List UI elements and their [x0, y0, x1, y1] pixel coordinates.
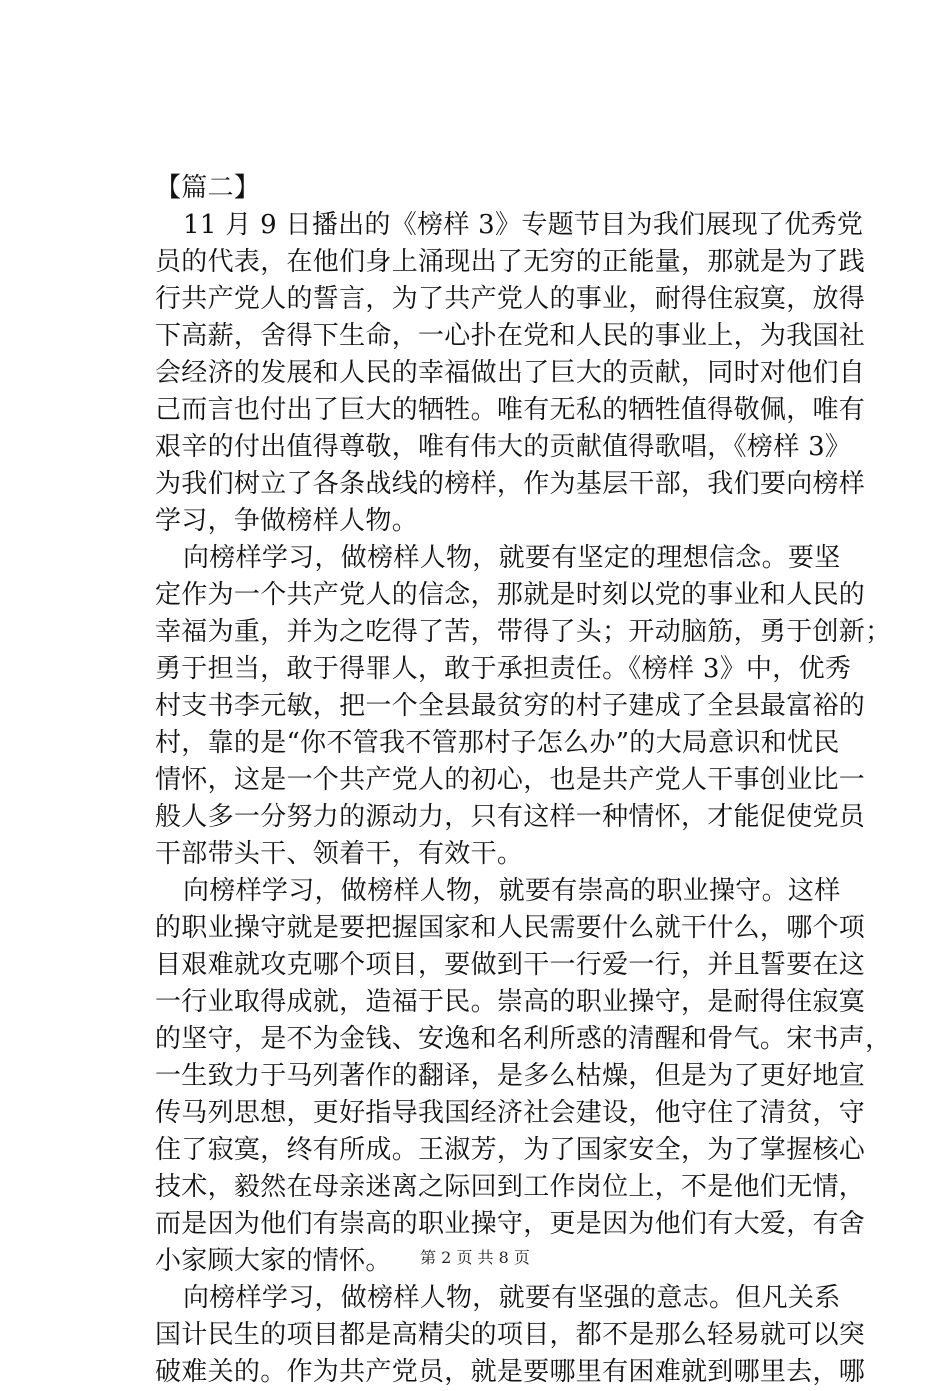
body-text: [155, 207, 892, 1391]
text-line: 村，靠的是“你不管我不管那村子怎么办”的大局意识和忧民: [155, 728, 840, 758]
document-body: [155, 170, 892, 1391]
text-line: 勇于担当，敢于得罪人，敢于承担责任。《榜样 3》中，优秀: [155, 654, 852, 684]
text-line: 艰辛的付出值得尊敬，唯有伟大的贡献值得歌唱，《榜样 3》: [155, 432, 852, 462]
text-line: 破难关的。作为共产党员，就是要哪里有困难就到哪里去，哪: [155, 1357, 866, 1387]
text-line: 情怀，这是一个共产党人的初心，也是共产党人干事创业比一: [155, 765, 866, 795]
text-line: 住了寂寞，终有所成。王淑芳，为了国家安全，为了掌握核心: [155, 1135, 866, 1165]
text-line: 一生致力于马列著作的翻译，是多么枯燥，但是为了更好地宣: [155, 1061, 866, 1091]
text-line: 一行业取得成就，造福于民。崇高的职业操守，是耐得住寂寞: [155, 987, 866, 1017]
text-line: 的职业操守就是要把握国家和人民需要什么就干什么，哪个项: [155, 913, 866, 943]
text-line: 的坚守，是不为金钱、安逸和名利所惑的清醒和骨气。宋书声，: [155, 1024, 892, 1054]
text-line: 国计民生的项目都是高精尖的项目，都不是那么轻易就可以突: [155, 1320, 866, 1350]
text-line: 技术，毅然在母亲迷离之际回到工作岗位上，不是他们无情，: [155, 1172, 866, 1202]
text-line: 行共产党人的誓言，为了共产党人的事业，耐得住寂寞，放得: [155, 284, 866, 314]
text-line: 村支书李元敏，把一个全县最贫穷的村子建成了全县最富裕的: [155, 691, 866, 721]
text-line: 般人多一分努力的源动力，只有这样一种情怀，才能促使党员: [155, 802, 866, 832]
text-line: 定作为一个共产党人的信念，那就是时刻以党的事业和人民的: [155, 580, 866, 610]
text-line: 己而言也付出了巨大的牺牲。唯有无私的牺牲值得敬佩，唯有: [155, 395, 866, 425]
text-line: 向榜样学习，做榜样人物，就要有坚强的意志。但凡关系: [183, 1283, 841, 1313]
text-line: 为我们树立了各条战线的榜样，作为基层干部，我们要向榜样: [155, 469, 866, 499]
text-line: 向榜样学习，做榜样人物，就要有坚定的理想信念。要坚: [183, 543, 841, 573]
section-heading: 【篇二】: [155, 173, 261, 203]
text-line: 向榜样学习，做榜样人物，就要有崇高的职业操守。这样: [183, 876, 841, 906]
text-line: 传马列思想，更好指导我国经济社会建设，他守住了清贫，守: [155, 1098, 866, 1128]
text-line: 干部带头干、领着干，有效干。: [155, 839, 524, 869]
text-line: 幸福为重，并为之吃得了苦，带得了头；开动脑筋，勇于创新；: [155, 617, 892, 647]
text-line: 下高薪，舍得下生命，一心扑在党和人民的事业上，为我国社: [155, 321, 866, 351]
text-line: 11 月 9 日播出的《榜样 3》专题节目为我们展现了优秀党: [183, 210, 864, 240]
text-line: 目艰难就攻克哪个项目，要做到干一行爱一行，并且誓要在这: [155, 950, 866, 980]
text-line: 而是因为他们有崇高的职业操守，更是因为他们有大爱，有舍: [155, 1209, 866, 1239]
text-line: 学习，争做榜样人物。: [155, 506, 419, 536]
text-line: 员的代表，在他们身上涌现出了无穷的正能量，那就是为了践: [155, 247, 866, 277]
text-line: 小家顾大家的情怀。: [155, 1246, 392, 1276]
page-footer: 第 2 页 共 8 页: [420, 1248, 530, 1267]
text-line: 会经济的发展和人民的幸福做出了巨大的贡献，同时对他们自: [155, 358, 866, 388]
